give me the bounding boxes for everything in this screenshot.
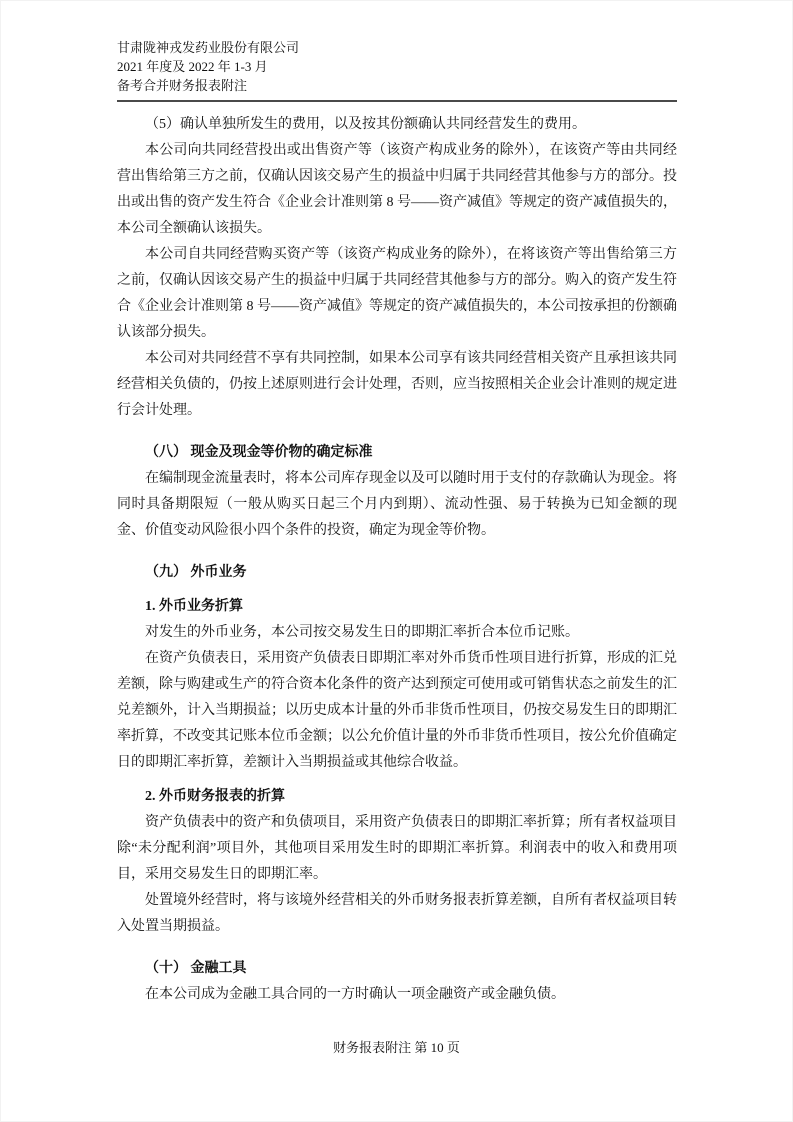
- paragraph: 处置境外经营时，将与该境外经营相关的外币财务报表折算差额，自所有者权益项目转入处置当期损益。: [117, 893, 677, 934]
- section-heading-financial-instruments: （十） 金融工具: [145, 961, 247, 976]
- header-title-line: 备考合并财务报表附注: [117, 78, 248, 93]
- paragraph: 在本公司成为金融工具合同的一方时确认一项金融资产或金融负债。: [145, 987, 565, 1002]
- paragraph: 本公司自共同经营购买资产等（该资产构成业务的除外），在将该资产等出售给第三方之前，仅确认因该交易产生的损益中归属于共同经营其他参与方的部分。购入的资产发生符合《企业会计准则第 8 号——资产减值》等规定的资产减值损失的，本公司按承担的份额确认该部分损失。: [117, 247, 677, 340]
- subsection-heading-fx-translation: 1. 外币业务折算: [145, 599, 243, 614]
- paragraph: （5）确认单独所发生的费用，以及按其份额确认共同经营发生的费用。: [145, 117, 586, 132]
- document-body: [117, 112, 677, 1008]
- paragraph: 本公司对共同经营不享有共同控制，如果本公司享有该共同经营相关资产且承担该共同经营相关负债的，仍按上述原则进行会计处理，否则，应当按照相关企业会计准则的规定进行会计处理。: [117, 351, 677, 418]
- section-heading-foreign-currency: （九） 外币业务: [145, 565, 247, 580]
- paragraph: 在编制现金流量表时，将本公司库存现金以及可以随时用于支付的存款确认为现金。将同时具备期限短（一般从购买日起三个月内到期）、流动性强、易于转换为已知金额的现金、价值变动风险很小四个条件的投资，确定为现金等价物。: [117, 471, 677, 538]
- page-footer: [0, 1038, 793, 1057]
- paragraph: 资产负债表中的资产和负债项目，采用资产负债表日的即期汇率折算；所有者权益项目除“未分配利润”项目外，其他项目采用发生时的即期汇率折算。利润表中的收入和费用项目，采用交易发生日的即期汇率。: [117, 815, 677, 882]
- subsection-heading-fx-statements: 2. 外币财务报表的折算: [145, 789, 285, 804]
- footer-page-label: 财务报表附注 第 10 页: [333, 1040, 460, 1055]
- header-company-line: 甘肃陇神戎发药业股份有限公司: [117, 40, 300, 55]
- document-header: [117, 38, 677, 102]
- paragraph: 对发生的外币业务，本公司按交易发生日的即期汇率折合本位币记账。: [145, 625, 579, 640]
- header-period-line: 2021 年度及 2022 年 1-3 月: [117, 59, 268, 74]
- paragraph: 本公司向共同经营投出或出售资产等（该资产构成业务的除外），在该资产等由共同经营出售给第三方之前，仅确认因该交易产生的损益中归属于共同经营其他参与方的部分。投出或出售的资产发生符合《企业会计准则第 8 号——资产减值》等规定的资产减值损失的，本公司全额确认该损失。: [117, 143, 677, 236]
- section-heading-cash-equivalents: （八） 现金及现金等价物的确定标准: [145, 445, 373, 460]
- paragraph: 在资产负债表日，采用资产负债表日即期汇率对外币货币性项目进行折算，形成的汇兑差额，除与购建或生产的符合资本化条件的资产达到预定可使用或可销售状态之前发生的汇兑差额外，计入当期损益；以历史成本计量的外币非货币性项目，仍按交易发生日的即期汇率折算，不改变其记账本位币金额；以公允价值计量的外币非货币性项目，按公允价值确定日的即期汇率折算，差额计入当期损益或其他综合收益。: [117, 651, 677, 770]
